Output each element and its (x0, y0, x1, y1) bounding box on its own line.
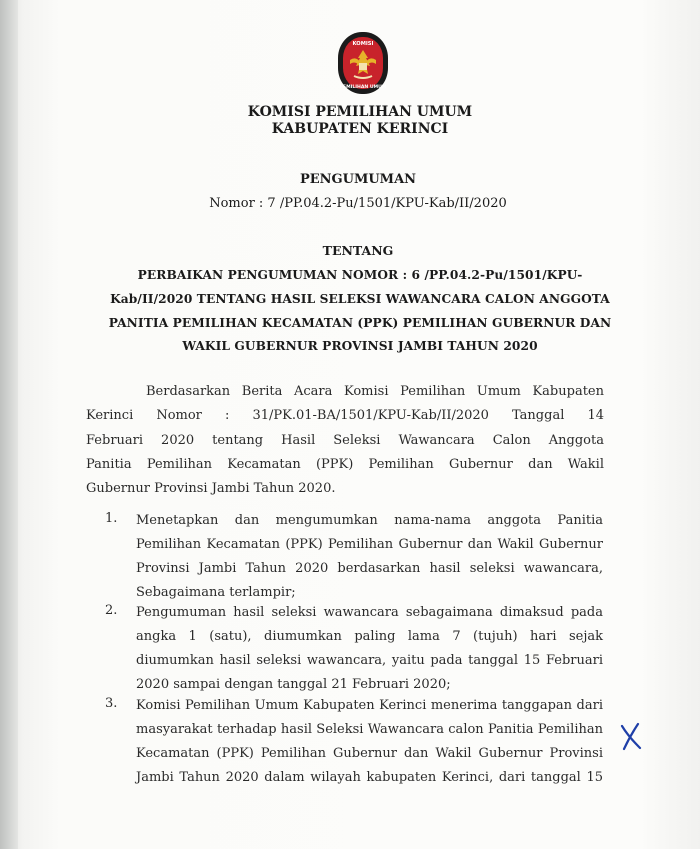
org-name-line1: KOMISI PEMILIHAN UMUM (247, 104, 473, 120)
list-item-line: Komisi Pemilihan Umum Kabupaten Kerinci menerima tanggapan dari (136, 698, 603, 713)
intro-line: Panitia Pemilihan Kecamatan (PPK) Pemilihan Gubernur dan Wakil (86, 457, 604, 472)
intro-line: Gubernur Provinsi Jambi Tahun 2020. (86, 481, 336, 496)
list-item-number: 2. (105, 603, 118, 618)
list-item-line: Sebagaimana terlampir; (136, 585, 296, 600)
subject-line: WAKIL GUBERNUR PROVINSI JAMBI TAHUN 2020 (182, 339, 538, 353)
announcement-title: PENGUMUMAN (299, 172, 417, 187)
list-item-line: angka 1 (satu), diumumkan paling lama 7 (tujuh) hari sejak (136, 629, 603, 644)
subject-line: PANITIA PEMILIHAN KECAMATAN (PPK) PEMILIHAN GUBERNUR DAN (108, 316, 612, 330)
list-item-number: 3. (105, 696, 118, 711)
announcement-number: Nomor : 7 /PP.04.2-Pu/1501/KPU-Kab/II/2020 (209, 196, 507, 211)
list-item-line: Jambi Tahun 2020 dalam wilayah kabupaten Kerinci, dari tanggal 15 (136, 770, 603, 785)
list-item-line: Pemilihan Kecamatan (PPK) Pemilihan Gubernur dan Wakil Gubernur (136, 537, 603, 552)
list-item-line: Kecamatan (PPK) Pemilihan Gubernur dan Wakil Gubernur Provinsi (136, 746, 603, 761)
subject-line: Kab/II/2020 TENTANG HASIL SELEKSI WAWANCARA CALON ANGGOTA (110, 292, 610, 306)
intro-line: Berdasarkan Berita Acara Komisi Pemilihan Umum Kabupaten (146, 384, 604, 399)
about-label: TENTANG (322, 243, 394, 258)
logo-top-text: KOMISI (352, 41, 374, 47)
list-item-line: diumumkan hasil seleksi wawancara, yaitu pada tanggal 15 Februari (136, 653, 603, 668)
list-item-line: masyarakat terhadap hasil Seleksi Wawancara calon Panitia Pemilihan (136, 722, 603, 737)
list-item-line: Pengumuman hasil seleksi wawancara sebagaimana dimaksud pada (136, 605, 603, 620)
intro-line: Kerinci Nomor : 31/PK.01-BA/1501/KPU-Kab/II/2020 Tanggal 14 (86, 408, 604, 423)
kpu-logo-icon (332, 30, 394, 98)
list-item-line: Menetapkan dan mengumumkan nama-nama anggota Panitia (136, 513, 603, 528)
page-edge-shadow (0, 0, 18, 849)
list-item-number: 1. (105, 511, 118, 526)
logo-bottom-text: PEMILIHAN UMUM (339, 85, 387, 90)
intro-line: Februari 2020 tentang Hasil Seleksi Wawancara Calon Anggota (86, 433, 604, 448)
list-item-line: 2020 sampai dengan tanggal 21 Februari 2020; (136, 677, 451, 692)
handwritten-x-mark-icon (618, 722, 646, 752)
org-name-line2: KABUPATEN KERINCI (271, 121, 449, 137)
list-item-line: Provinsi Jambi Tahun 2020 berdasarkan hasil seleksi wawancara, (136, 561, 603, 576)
subject-line: PERBAIKAN PENGUMUMAN NOMOR : 6 /PP.04.2-Pu/1501/KPU- (137, 268, 583, 282)
